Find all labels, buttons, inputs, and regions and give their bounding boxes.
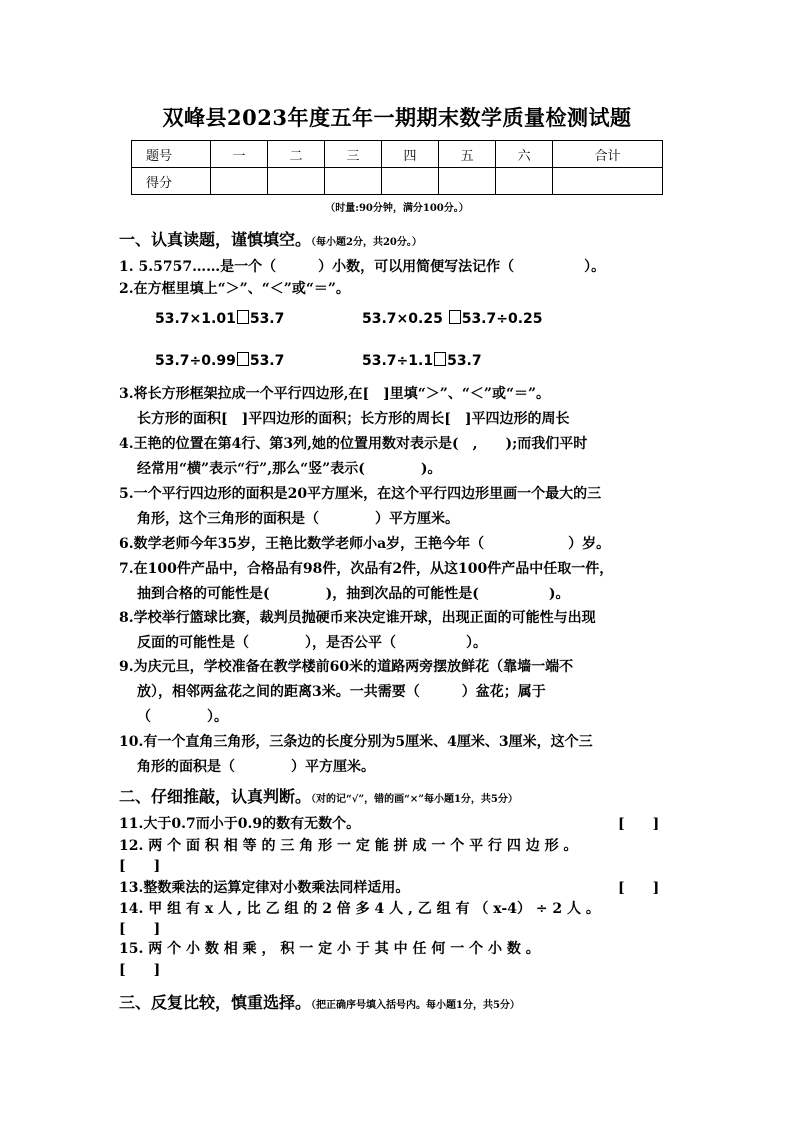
compare-right: 53.7 — [249, 353, 285, 369]
section-note: （对的记“√”，错的画“×”每小题1分，共5分） — [311, 794, 518, 805]
answer-bracket[interactable]: [ ] — [119, 858, 161, 874]
compare-left: 53.7÷1.1 — [362, 353, 434, 369]
question-12: 12. 两 个 面 积 相 等 的 三 角 形 一 定 能 拼 成 一 个 平 行 四 边 形 。 — [119, 838, 578, 854]
score-table — [131, 140, 663, 195]
section-title: 三、反复比较，慎重选择。 — [119, 993, 312, 1012]
score-input-cell[interactable] — [325, 168, 382, 195]
section-1-heading — [119, 227, 422, 250]
score-input-cell[interactable] — [382, 168, 439, 195]
answer-bracket[interactable]: [ ] — [618, 880, 660, 896]
table-cell: 三 — [325, 141, 382, 168]
compare-item-d — [362, 352, 482, 369]
question-8-line-2: 反面的可能性是（ ），是否公平（ ）。 — [137, 635, 487, 651]
question-3-line-2: 长方形的面积[ ]平四边形的面积；长方形的周长[ ]平四边形的周长 — [137, 411, 570, 427]
table-cell: 题号 — [132, 141, 211, 168]
answer-bracket[interactable]: [ ] — [119, 962, 161, 978]
time-note: （时量:90分钟，满分100分。） — [325, 203, 469, 214]
section-3-heading — [119, 990, 520, 1013]
compare-left: 53.7×1.01 — [155, 311, 236, 327]
section-2-heading — [119, 784, 518, 807]
question-14: 14. 甲 组 有 x 人 , 比 乙 组 的 2 倍 多 4 人 , 乙 组 有 （ x-4） ÷ 2 人 。 — [119, 901, 600, 917]
score-input-cell[interactable] — [439, 168, 496, 195]
question-7-line-1: 7.在100件产品中，合格品有98件，次品有2件，从这100件产品中任取一件， — [119, 561, 614, 577]
table-cell: 六 — [496, 141, 553, 168]
compare-item-c — [155, 352, 284, 369]
table-cell: 五 — [439, 141, 496, 168]
score-input-cell[interactable] — [211, 168, 268, 195]
question-4-line-1: 4.王艳的位置在第4行、第3列,她的位置用数对表示是( , );而我们平时 — [119, 436, 588, 452]
question-11: 11.大于0.7而小于0.9的数有无数个。 — [119, 816, 361, 832]
question-9-line-1: 9.为庆元旦，学校准备在教学楼前60米的道路两旁摆放鲜花（靠墙一端不 — [119, 659, 574, 675]
question-8-line-1: 8.学校举行篮球比赛，裁判员抛硬币来决定谁开球，出现正面的可能性与出现 — [119, 610, 596, 626]
answer-box[interactable] — [237, 310, 249, 324]
question-6: 6.数学老师今年35岁，王艳比数学老师小a岁，王艳今年（ ）岁。 — [119, 536, 611, 552]
answer-bracket[interactable]: [ ] — [618, 816, 660, 832]
compare-right: 53.7 — [447, 353, 482, 369]
question-9-line-3: （ ）。 — [137, 709, 228, 725]
compare-item-a — [155, 310, 284, 327]
question-2: 2.在方框里填上“＞”、“＜”或“＝”。 — [119, 281, 350, 297]
score-table-score-row — [132, 168, 663, 195]
question-4-line-2: 经常用“横”表示“行”,那么“竖”表示( )。 — [137, 461, 442, 477]
compare-left: 53.7×0.25 — [362, 311, 448, 327]
score-input-cell[interactable] — [268, 168, 325, 195]
compare-right: 53.7÷0.25 — [461, 311, 543, 327]
table-cell: 四 — [382, 141, 439, 168]
question-9-line-2: 放），相邻两盆花之间的距离3米。一共需要（ ）盆花；属于 — [137, 684, 546, 700]
compare-left: 53.7÷0.99 — [155, 353, 236, 369]
compare-item-b — [362, 310, 543, 327]
question-10-line-1: 10.有一个直角三角形，三条边的长度分别为5厘米、4厘米、3厘米，这个三 — [119, 734, 593, 750]
score-table-header-row — [132, 141, 663, 168]
table-cell: 得分 — [132, 168, 211, 195]
question-13: 13.整数乘法的运算定律对小数乘法同样适用。 — [119, 880, 410, 896]
question-5-line-2: 角形，这个三角形的面积是（ ）平方厘米。 — [137, 511, 459, 527]
question-3-line-1: 3.将长方形框架拉成一个平行四边形,在[ ]里填“＞”、“＜”或“＝”。 — [119, 386, 551, 402]
score-input-cell[interactable] — [553, 168, 663, 195]
section-title: 一、认真读题，谨慎填空。 — [119, 230, 312, 249]
section-note: （每小题2分，共20分。） — [311, 237, 422, 248]
answer-box[interactable] — [449, 310, 461, 324]
answer-bracket[interactable]: [ ] — [119, 921, 161, 937]
question-7-line-2: 抽到合格的可能性是( )，抽到次品的可能性是( )。 — [137, 586, 570, 602]
table-cell: 一 — [211, 141, 268, 168]
section-note: （把正确序号填入括号内。每小题1分，共5分） — [311, 1000, 520, 1011]
section-title: 二、仔细推敲，认真判断。 — [119, 787, 312, 806]
table-cell: 合计 — [553, 141, 663, 168]
compare-right: 53.7 — [249, 311, 285, 327]
question-5-line-1: 5.一个平行四边形的面积是20平方厘米，在这个平行四边形里画一个最大的三 — [119, 486, 602, 502]
question-1: 1. 5.5757……是一个（ ）小数，可以用简便写法记作（ ）。 — [119, 259, 606, 275]
page-title: 双峰县2023年度五年一期期末数学质量检测试题 — [162, 105, 632, 130]
table-cell: 二 — [268, 141, 325, 168]
score-input-cell[interactable] — [496, 168, 553, 195]
answer-box[interactable] — [434, 352, 446, 366]
question-15: 15. 两 个 小 数 相 乘 ， 积 一 定 小 于 其 中 任 何 一 个 小 数 。 — [119, 941, 540, 957]
answer-box[interactable] — [237, 352, 249, 366]
question-10-line-2: 角形的面积是（ ）平方厘米。 — [137, 759, 375, 775]
